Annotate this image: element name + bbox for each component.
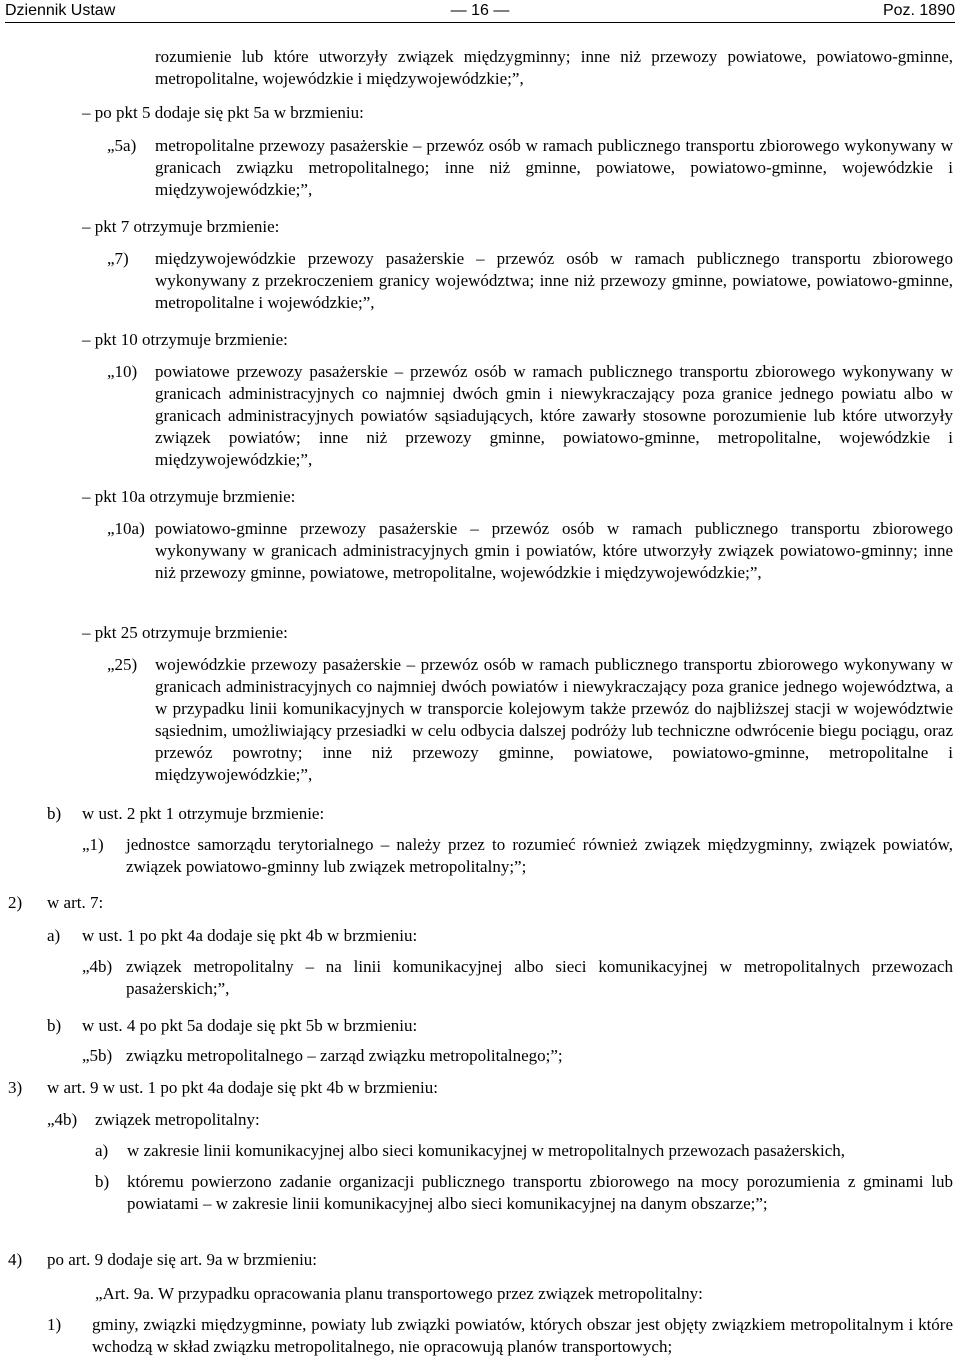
- item-text-5b: związku metropolitalnego – zarząd związku metropolitalnego;”;: [126, 1046, 563, 1065]
- item-label-5b: „5b): [82, 1046, 113, 1065]
- letter-b2-label: b): [47, 1016, 62, 1035]
- section-2-text: w art. 7:: [47, 893, 104, 912]
- letter-a-label: a): [47, 926, 61, 945]
- section-3-text: w art. 9 w ust. 1 po pkt 4a dodaje się pkt 4b w brzmieniu:: [47, 1078, 438, 1097]
- item-label-1-art9a: 1): [47, 1315, 62, 1334]
- indent-pkt-25: – pkt 25 otrzymuje brzmienie:: [82, 623, 288, 642]
- item-text-10: powiatowe przewozy pasażerskie – przewóz osób w ramach publicznego transportu zbiorowego wykonywany w granicach administracyjnych co najmniej dwóch gmin i niewykraczający poza granice jednego powiatu albo w granicach administracyjnych powiatów sąsiadujących, które zawarły stosowne porozumienie lub które utworzyły związek powiatów; inne niż przewozy gminne, powiatowo-gminne, metropolitalne, wojewódzkie i międzywojewódzkie;”,: [155, 362, 953, 469]
- indent-pkt-10: – pkt 10 otrzymuje brzmienie:: [82, 330, 288, 349]
- item-label-7: „7): [107, 249, 129, 268]
- item-text-4b: związek metropolitalny – na linii komunikacyjnej albo sieci komunikacyjnej w metropolitalnych przewozach pasażerskich;”,: [126, 957, 953, 998]
- item-label-1: „1): [82, 835, 104, 854]
- letter-b2-text: w ust. 4 po pkt 5a dodaje się pkt 5b w brzmieniu:: [82, 1016, 418, 1035]
- item-text-1-art9a: gminy, związki międzygminne, powiaty lub związki powiatów, których obszar jest objęty związkiem metropolitalnym i które wchodzą w skład związku metropolitalnego, nie opracowują planów transportowych;: [92, 1315, 953, 1356]
- section-3-label: 3): [8, 1078, 23, 1097]
- item-text-1: jednostce samorządu terytorialnego – należy przez to rozumieć również związek międzygminny, związek powiatów, związek powiatowo-gminny lub związek metropolitalny;”;: [126, 835, 953, 876]
- indent-pkt-10a: – pkt 10a otrzymuje brzmienie:: [82, 487, 296, 506]
- item-text-5a: metropolitalne przewozy pasażerskie – przewóz osób w ramach publicznego transportu zbiorowego wykonywany w granicach związku metropolitalnego; inne niż gminne, powiatowe, powiatowo-gminne, wojewódzkie i międzywojewódzkie;”,: [155, 136, 953, 199]
- letter-b-label: b): [47, 804, 62, 823]
- section-4-text: po art. 9 dodaje się art. 9a w brzmieniu:: [47, 1250, 318, 1269]
- item-text-7: międzywojewódzkie przewozy pasażerskie – przewóz osób w ramach publicznego transportu zbiorowego wykonywany z przekroczeniem granicy województwa; inne niż przewozy gminne, powiatowe, powiatowo-gminne, metropolitalne i wojewódzkie;”,: [155, 249, 953, 312]
- letter-a-text: w ust. 1 po pkt 4a dodaje się pkt 4b w brzmieniu:: [82, 926, 418, 945]
- item-label-4b: „4b): [82, 957, 113, 976]
- indent-pkt-7: – pkt 7 otrzymuje brzmienie:: [82, 217, 280, 236]
- item-label-25: „25): [107, 655, 138, 674]
- continuation-text: rozumienie lub które utworzyły związek międzygminny; inne niż przewozy powiatowe, powiatowo-gminne, metropolitalne, wojewódzkie i międzywojewódzkie;”,: [155, 47, 953, 88]
- item-label-10: „10): [107, 362, 138, 381]
- item-text-10a: powiatowo-gminne przewozy pasażerskie – przewóz osób w ramach publicznego transportu zbiorowego wykonywany w granicach administracyjnych gmin i powiatów, które utworzyły związek powiatowo-gminny; inne niż przewozy gminne, powiatowe, metropolitalne, wojewódzkie i międzywojewódzkie;”,: [155, 519, 953, 582]
- section-4-label: 4): [8, 1250, 23, 1269]
- subitem-b-label: b): [95, 1172, 110, 1191]
- page-header: [5, 0, 955, 23]
- journal-title: Dziennik Ustaw: [5, 2, 116, 19]
- item-text-25: wojewódzkie przewozy pasażerskie – przewóz osób w ramach publicznego transportu zbiorowego wykonywany w granicach administracyjnych co najmniej dwóch powiatów i niewykraczający poza granice jednego województwa, a w przypadku linii komunikacyjnych w transporcie kolejowym także przewóz do najbliższej stacji w województwie sąsiednim, umożliwiający przesiadki w celu odbycia dalszej podróży lub techniczne odwrócenie biegu pociągu, oraz przewóz powrotny; inne niż przewozy gminne, powiatowe, powiatowo-gminne, metropolitalne i międzywojewódzkie;”,: [155, 655, 953, 784]
- art-9a-intro: „Art. 9a. W przypadku opracowania planu transportowego przez związek metropolitalny:: [95, 1284, 703, 1303]
- subitem-a-label: a): [95, 1141, 109, 1160]
- item-label-4b-art9: „4b): [47, 1110, 78, 1129]
- subitem-a-text: w zakresie linii komunikacyjnej albo sieci komunikacyjnej w metropolitalnych przewozach pasażerskich,: [127, 1141, 846, 1160]
- item-text-4b-art9: związek metropolitalny:: [95, 1110, 260, 1129]
- page-number: — 16 —: [450, 2, 510, 19]
- position-number: Poz. 1890: [882, 2, 955, 19]
- subitem-b-text: któremu powierzono zadanie organizacji publicznego transportu zbiorowego na mocy porozumienia z gminami lub powiatami – w zakresie linii komunikacyjnej albo sieci komunikacyjnej na danym obszarze;”;: [127, 1172, 953, 1213]
- indent-add-5a: – po pkt 5 dodaje się pkt 5a w brzmieniu:: [82, 103, 364, 122]
- item-label-10a: „10a): [107, 519, 145, 538]
- item-label-5a: „5a): [107, 136, 137, 155]
- section-2-label: 2): [8, 893, 23, 912]
- letter-b-text: w ust. 2 pkt 1 otrzymuje brzmienie:: [82, 804, 325, 823]
